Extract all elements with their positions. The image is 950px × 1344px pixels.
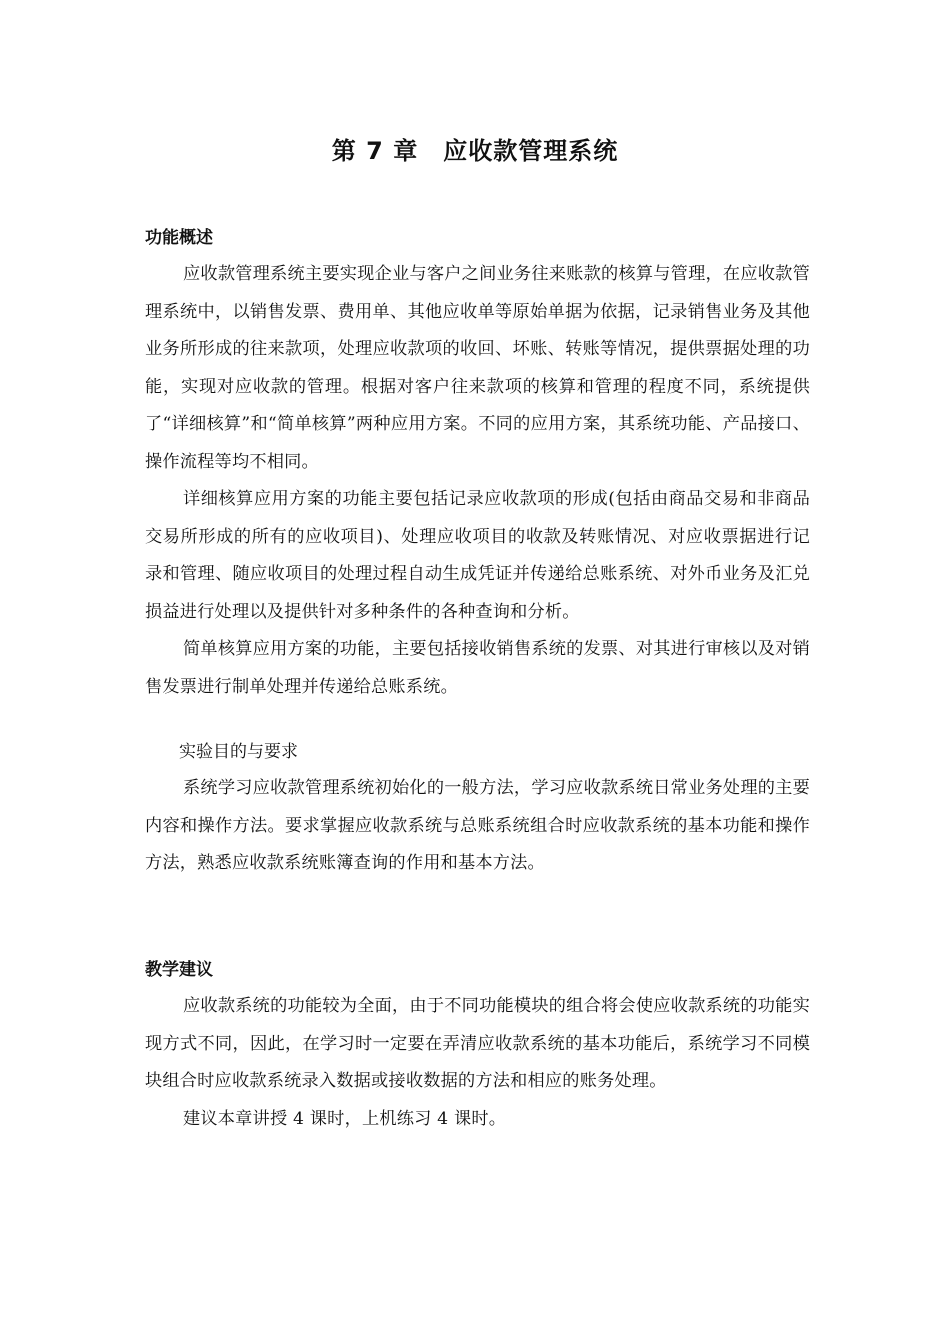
overview-paragraph: 应收款管理系统主要实现企业与客户之间业务往来账款的核算与管理，在应收款管理系统中，以销售发票、费用单、其他应收单等原始单据为依据，记录销售业务及其他业务所形成的往来款项，处理应收款项的收回、坏账、转账等情况，提供票据处理的功能，实现对应收款的管理。根据对客户往来款项的核算和管理的程度不同，系统提供了“详细核算”和“简单核算”两种应用方案。不同的应用方案，其系统功能、产品接口、操作流程等均不相同。 xyxy=(145,264,810,472)
section-heading-purpose: 实验目的与要求 xyxy=(179,742,298,762)
section-advice xyxy=(145,958,810,1138)
section-heading-advice: 教学建议 xyxy=(145,960,213,980)
section-purpose xyxy=(145,740,810,883)
section-overview xyxy=(145,226,810,706)
advice-paragraph: 应收款系统的功能较为全面，由于不同功能模块的组合将会使应收款系统的功能实现方式不同，因此，在学习时一定要在弄清应收款系统的基本功能后，系统学习不同模块组合时应收款系统录入数据或接收数据的方法和相应的账务处理。 xyxy=(145,996,810,1091)
purpose-paragraph: 系统学习应收款管理系统初始化的一般方法，学习应收款系统日常业务处理的主要内容和操作方法。要求掌握应收款系统与总账系统组合时应收款系统的基本功能和操作方法，熟悉应收款系统账簿查询的作用和基本方法。 xyxy=(145,778,810,873)
chapter-title: 第 7 章 应收款管理系统 xyxy=(331,137,619,165)
overview-paragraph: 简单核算应用方案的功能，主要包括接收销售系统的发票、对其进行审核以及对销售发票进行制单处理并传递给总账系统。 xyxy=(145,639,810,697)
section-heading-overview: 功能概述 xyxy=(145,228,213,248)
advice-paragraph: 建议本章讲授 4 课时，上机练习 4 课时。 xyxy=(183,1108,507,1129)
overview-paragraph: 详细核算应用方案的功能主要包括记录应收款项的形成(包括由商品交易和非商品交易所形成的所有的应收项目)、处理应收项目的收款及转账情况、对应收票据进行记录和管理、随应收项目的处理过程自动生成凭证并传递给总账系统、对外币业务及汇兑损益进行处理以及提供针对多种条件的各种查询和分析。 xyxy=(145,489,810,622)
